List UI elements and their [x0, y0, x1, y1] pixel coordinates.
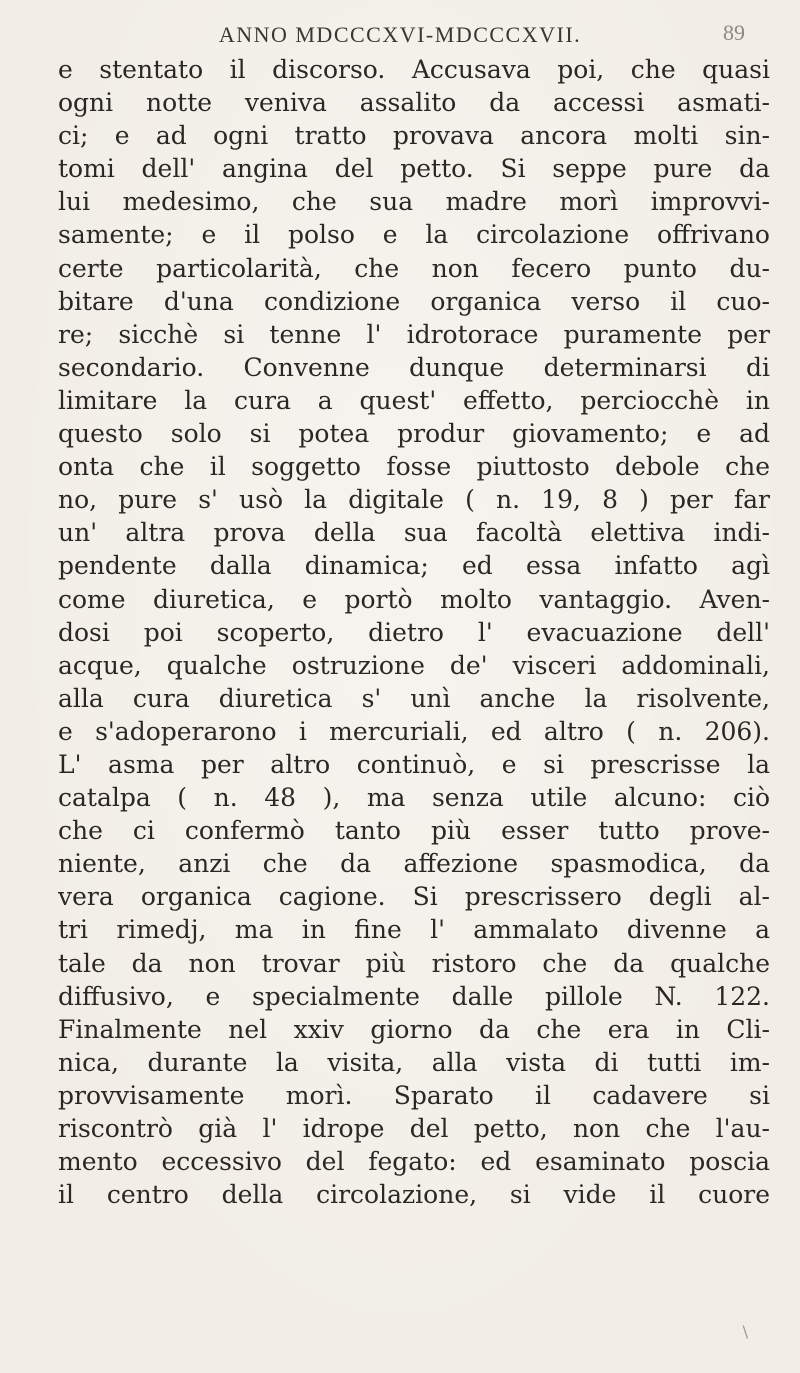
text-line: mento eccessivo del fegato: ed esaminato poscia [58, 1147, 770, 1177]
text-line: il centro della circolazione, si vide il cuore [58, 1180, 770, 1210]
text-line: un' altra prova della sua facoltà elettiva indi- [58, 518, 770, 548]
text-line: pendente dalla dinamica; ed essa infatto agì [58, 551, 770, 581]
text-line: limitare la cura a quest' effetto, perciocchè in [58, 385, 770, 415]
text-line: tomi dell' angina del petto. Si seppe pure da [58, 154, 770, 184]
text-line: alla cura diuretica s' unì anche la risolvente, [58, 683, 770, 713]
text-line: tri rimedj, ma in fine l' ammalato divenne a [58, 915, 770, 945]
body-text [58, 53, 770, 1211]
text-line: come diuretica, e portò molto vantaggio. Aven- [58, 584, 770, 614]
text-line: nica, durante la visita, alla vista di tutti im- [58, 1047, 770, 1077]
text-line: acque, qualche ostruzione de' visceri addominali, [58, 650, 770, 680]
text-line: diffusivo, e specialmente dalle pillole N. 122. [58, 981, 770, 1011]
text-line: Finalmente nel xxiv giorno da che era in Cli- [58, 1014, 770, 1044]
text-line: tale da non trovar più ristoro che da qualche [58, 948, 770, 978]
text-line: dosi poi scoperto, dietro l' evacuazione dell' [58, 617, 770, 647]
text-line: questo solo si potea produr giovamento; e ad [58, 419, 770, 449]
text-line: e s'adoperarono i mercuriali, ed altro ( n. 206). [58, 716, 770, 746]
text-line: lui medesimo, che sua madre morì improvvi- [58, 187, 770, 217]
text-line: certe particolarità, che non fecero punto du- [58, 253, 770, 283]
running-head: ANNO MDCCCXVI-MDCCCXVII. [218, 22, 582, 47]
text-line: niente, anzi che da affezione spasmodica, da [58, 849, 770, 879]
text-line: ogni notte veniva assalito da accessi asmati- [58, 88, 770, 118]
text-line: provvisamente morì. Sparato il cadavere si [58, 1080, 770, 1110]
page-number: 89 [723, 20, 745, 45]
margin-mark: \ [742, 1322, 748, 1341]
text-line: onta che il soggetto fosse piuttosto debole che [58, 452, 770, 482]
text-line: secondario. Convenne dunque determinarsi di [58, 352, 770, 382]
text-line: bitare d'una condizione organica verso il cuo- [58, 286, 770, 316]
text-line: catalpa ( n. 48 ), ma senza utile alcuno: ciò [58, 783, 770, 813]
text-line: riscontrò già l' idrope del petto, non che l'au- [58, 1114, 770, 1143]
text-line: samente; e il polso e la circolazione offrivano [58, 220, 770, 250]
text-line: no, pure s' usò la digitale ( n. 19, 8 ) per far [58, 485, 770, 515]
text-line: vera organica cagione. Si prescrissero degli al- [58, 882, 770, 912]
text-line: re; sicchè si tenne l' idrotorace puramente per [58, 319, 770, 349]
text-line: che ci confermò tanto più esser tutto prove- [58, 816, 770, 846]
text-line: ci; e ad ogni tratto provava ancora molti sin- [58, 121, 770, 151]
text-line: e stentato il discorso. Accusava poi, che quasi [58, 55, 770, 84]
text-line: L' asma per altro continuò, e si prescrisse la [58, 749, 770, 779]
